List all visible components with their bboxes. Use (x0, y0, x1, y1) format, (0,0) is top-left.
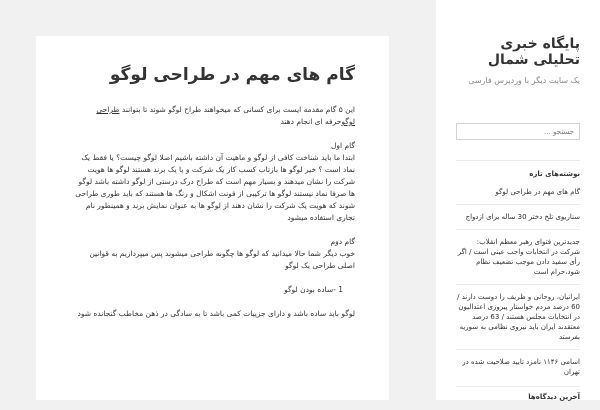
logo-design-link[interactable]: طراحی لوگو (96, 105, 355, 126)
recent-post-link[interactable]: سناریوی تلخ دختر 30 ساله برای ازدواج (456, 204, 580, 229)
post-intro (70, 104, 355, 128)
sidebar (436, 0, 600, 400)
recent-posts-list (456, 187, 580, 384)
step2-title: گام دوم (330, 237, 355, 246)
rule1-heading: 1 -ساده بودن لوگو (284, 285, 343, 294)
step1-section (70, 140, 355, 224)
rule1-body: لوگو باید ساده باشد و دارای جزییات کمی باشد تا به سادگی در ذهن مخاطب گنجانده شود (77, 309, 355, 318)
post-title[interactable]: گام های مهم در طراحی لوگو (109, 65, 355, 85)
post-body (70, 104, 355, 320)
step1-title: گام اول (330, 141, 355, 150)
step1-body: ابتدا ما باید شناخت کافی از لوگو و ماهیت آن داشته باشیم اصلا لوگو چیست؟ یا فقط یک نماد است ؟ خیر لوگو ها بازتاب کسب کار یک شرکت و یا یک برند هستند لوگو ها هویت شرکت را نشان میدهند و بسیار مهم است که طراح درک درستی از لوگو داشته باشد لوگو ها صرفا نماد نیستند لوگو ها ترکیبی از فونت اشکال و رنگ ها هستند که باید طوری طراحی شوند که هویت یک شرکت را نشان دهند از لوگو ها به عنوان نمایش برند و همینطور نام تجاری استفاده میشود (75, 153, 355, 222)
recent-post-link[interactable]: گام های مهم در طراحی لوگو (495, 188, 580, 196)
search-input[interactable] (456, 123, 580, 140)
recent-posts-title: نوشته‌های تازه (529, 170, 580, 178)
recent-comments-widget (456, 386, 580, 410)
post-intro-text: این ۵ گام مقدمه ایست برای کسانی که میخواهند طراح لوگو شوند تا بتوانند (121, 105, 355, 114)
recent-posts-widget (456, 160, 580, 384)
post-article (36, 36, 389, 400)
site-description: یک سایت دیگر با وردپرس فارسی (468, 76, 580, 85)
recent-comments-title: آخرین دیدگاه‌ها (528, 393, 580, 401)
recent-post-link[interactable]: ایرانیان، روحانی و ظریف را دوست دارند / 60 درصد مردم خواستار پیروزی اعتدالیون در انتخابات مجلس هستند / 63 درصد معتقدند ایران باید نیروی نظامی به سوریه بفرستد (456, 284, 580, 349)
recent-post-link[interactable]: جدیدترین فتوای رهبر معظم انقلاب: شرکت در انتخابات واجب عینی است / اگر رأی سفید دادن موجب تضعیف نظام شود،حرام است (456, 229, 580, 284)
step2-section (70, 236, 355, 272)
post-intro-text-end: حرفه ای انجام دهند (280, 117, 342, 126)
recent-post-link[interactable]: اسامی ۱۱۴۶ نامزد تایید صلاحیت شده در تهران (456, 349, 580, 384)
step2-body: خوب دیگر شما حالا میدانید که لوگو ها چگونه طراحی میشوند پس میپردازیم به قوانین اصلی طراحی یک لوگو (89, 249, 355, 270)
site-title[interactable]: پایگاه خبری تحلیلی شمال (487, 36, 580, 68)
